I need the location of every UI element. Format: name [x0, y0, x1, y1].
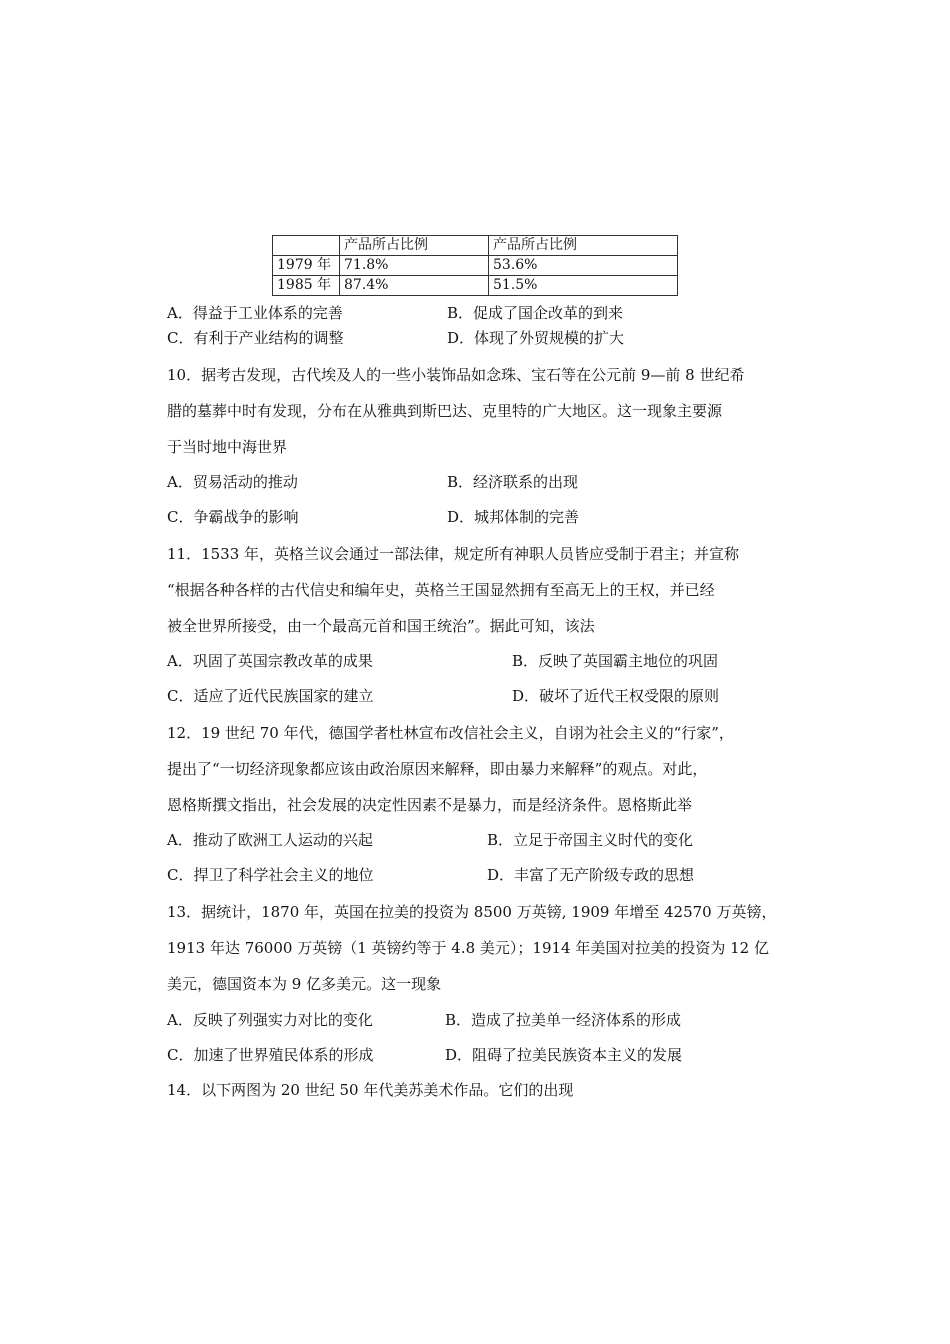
- data-table: [272, 235, 678, 296]
- q13-option-d[interactable]: D．阻碍了拉美民族资本主义的发展: [445, 1046, 683, 1064]
- q12-stem-line: 提出了“一切经济现象都应该由政治原因来解释，即由暴力来解释”的观点。对此，: [167, 760, 708, 778]
- q10-option-c[interactable]: C．争霸战争的影响: [167, 508, 299, 526]
- table-row: [273, 256, 678, 276]
- table-cell: 87.4%: [340, 276, 489, 296]
- q11-option-b[interactable]: B．反映了英国霸主地位的巩固: [512, 652, 719, 670]
- q11-option-d[interactable]: D．破坏了近代王权受限的原则: [512, 687, 720, 705]
- q13-option-c[interactable]: C．加速了世界殖民体系的形成: [167, 1046, 374, 1064]
- table-cell: 53.6%: [489, 256, 678, 276]
- q10-option-d[interactable]: D．城邦体制的完善: [447, 508, 580, 526]
- q10-stem-line: 腊的墓葬中时有发现，分布在从雅典到斯巴达、克里特的广大地区。这一现象主要源: [167, 402, 723, 420]
- q9-option-d[interactable]: D．体现了外贸规模的扩大: [447, 329, 625, 347]
- table-header-row: [273, 236, 678, 256]
- table-cell: 产品所占比例: [340, 236, 489, 256]
- table-cell: 51.5%: [489, 276, 678, 296]
- q12-option-b[interactable]: B．立足于帝国主义时代的变化: [487, 831, 694, 849]
- q11-option-a[interactable]: A．巩固了英国宗教改革的成果: [167, 652, 373, 670]
- q10-stem-line: 10．据考古发现，古代埃及人的一些小装饰品如念珠、宝石等在公元前 9—前 8 世纪希: [167, 366, 745, 384]
- q11-stem-line: 11．1533 年，英格兰议会通过一部法律，规定所有神职人员皆应受制于君主；并宣称: [167, 545, 740, 563]
- q11-stem-line: “根据各种各样的古代信史和编年史，英格兰王国显然拥有至高无上的王权，并已经: [167, 581, 715, 599]
- q9-option-a[interactable]: A．得益于工业体系的完善: [167, 304, 343, 322]
- q9-option-c[interactable]: C．有利于产业结构的调整: [167, 329, 344, 347]
- table-cell: 产品所占比例: [489, 236, 678, 256]
- q13-stem-line: 美元，德国资本为 9 亿多美元。这一现象: [167, 975, 442, 993]
- q12-option-c[interactable]: C．捍卫了科学社会主义的地位: [167, 866, 374, 884]
- q10-option-b[interactable]: B．经济联系的出现: [447, 473, 579, 491]
- q13-option-a[interactable]: A．反映了列强实力对比的变化: [167, 1011, 373, 1029]
- table-cell: 71.8%: [340, 256, 489, 276]
- q12-stem-line: 恩格斯撰文指出，社会发展的决定性因素不是暴力，而是经济条件。恩格斯此举: [167, 796, 693, 814]
- q11-option-c[interactable]: C．适应了近代民族国家的建立: [167, 687, 374, 705]
- table-cell: 1979 年: [273, 256, 340, 276]
- q13-option-b[interactable]: B．造成了拉美单一经济体系的形成: [445, 1011, 682, 1029]
- table-cell: [273, 236, 340, 256]
- q9-option-b[interactable]: B．促成了国企改革的到来: [447, 304, 624, 322]
- q12-stem-line: 12．19 世纪 70 年代，德国学者杜林宣布改信社会主义，自诩为社会主义的“行家”，: [167, 724, 734, 742]
- table-cell: 1985 年: [273, 276, 340, 296]
- table-row: [273, 276, 678, 296]
- q10-option-a[interactable]: A．贸易活动的推动: [167, 473, 298, 491]
- q14-stem-line: 14．以下两图为 20 世纪 50 年代美苏美术作品。它们的出现: [167, 1081, 574, 1099]
- q13-stem-line: 1913 年达 76000 万英镑（1 英镑约等于 4.8 美元）；1914 年美国对拉美的投资为 12 亿: [167, 939, 769, 957]
- q11-stem-line: 被全世界所接受，由一个最高元首和国王统治”。据此可知，该法: [167, 617, 595, 635]
- q10-stem-line: 于当时地中海世界: [167, 438, 288, 456]
- q12-option-a[interactable]: A．推动了欧洲工人运动的兴起: [167, 831, 373, 849]
- q13-stem-line: 13．据统计，1870 年，英国在拉美的投资为 8500 万英镑, 1909 年增至 42570 万英镑，: [167, 903, 777, 921]
- q12-option-d[interactable]: D．丰富了无产阶级专政的思想: [487, 866, 695, 884]
